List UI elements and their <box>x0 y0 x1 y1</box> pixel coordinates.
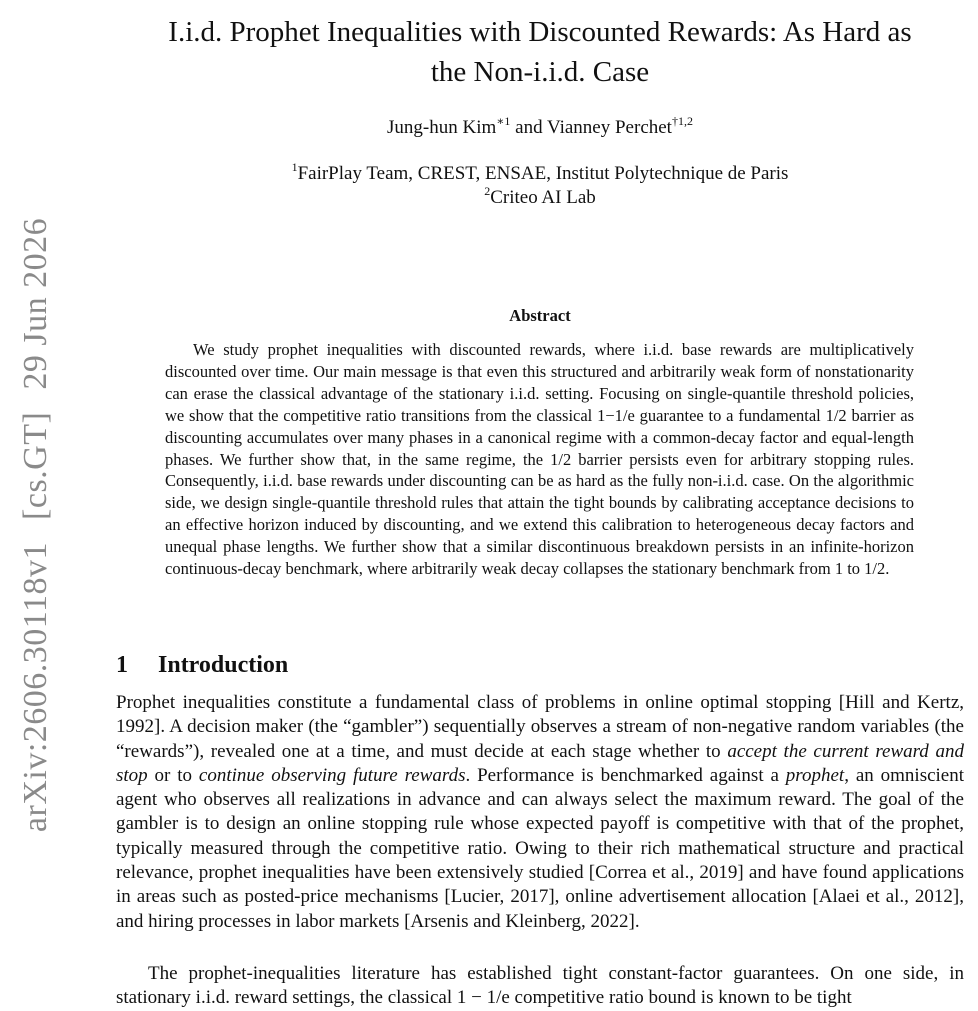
author-list <box>110 113 970 140</box>
intro-emphasis: continue observing future rewards <box>198 764 466 786</box>
author-name: Vianney Perchet <box>547 117 672 138</box>
author-affiliation-mark: ∗1 <box>496 113 511 128</box>
affiliation <box>110 183 970 210</box>
arxiv-id: arXiv:2606.30118v1 <box>17 541 54 833</box>
paper-title-line-1: I.i.d. Prophet Inequalities with Discounted Rewards: As Hard as <box>168 16 912 48</box>
affiliation-mark: 2 <box>484 183 491 198</box>
intro-text-segment: or to <box>147 764 199 786</box>
author-name: Jung-hun Kim <box>387 117 497 138</box>
intro-paragraph-1 <box>116 691 964 934</box>
arxiv-date: 29 Jun 2026 <box>17 217 54 390</box>
affiliation-text: Criteo AI Lab <box>490 187 596 208</box>
affiliation-text: FairPlay Team, CREST, ENSAE, Institut Polytechnique de Paris <box>297 163 789 184</box>
arxiv-category: [cs.GT] <box>17 411 54 520</box>
abstract-text: We study prophet inequalities with discounted rewards, where i.i.d. base rewards are multiplicatively discounted over time. Our main message is that even this structured and arbitrarily weak form of nonstationarity can erase the classical advantage of the stationary i.i.d. setting. Focusing on single-quantile threshold policies, we show that the competitive ratio transitions from the classical 1−1/e guarantee to a fundamental 1/2 barrier as discounting accumulates over many phases in a canonical regime with a common-decay factor and equal-length phases. We further show that, in the same regime, the 1/2 barrier persists even for arbitrary stopping rules. Consequently, i.i.d. base rewards under discounting can be as hard as the fully non-i.i.d. case. On the algorithmic side, we design single-quantile threshold rules that attain the tight bounds by calibrating acceptance decisions to an effective horizon induced by discounting, and we extend this calibration to heterogeneous decay factors and unequal phase lengths. We further show that a similar discontinuous breakdown persists in an infinite-horizon continuous-decay benchmark, where arbitrarily weak decay collapses the stationary benchmark from 1 to 1/2. <box>165 340 914 579</box>
paper-title <box>110 12 970 92</box>
section-number: 1 <box>116 652 128 678</box>
abstract-heading: Abstract <box>509 306 571 325</box>
paper-title-line-2: the Non-i.i.d. Case <box>430 56 650 88</box>
intro-paragraph-2: The prophet-inequalities literature has established tight constant-factor guarantees. On one side, in stationary i.i.d. reward settings, the classical 1 − 1/e competitive ratio bound is known to be tight <box>116 963 964 1009</box>
intro-emphasis: prophet <box>785 764 845 786</box>
author-conjunction: and <box>510 117 548 138</box>
intro-emphasis: accept the current reward and stop <box>116 740 964 786</box>
intro-text-segment: Prophet inequalities constitute a fundamental class of problems in online optimal stopping [Hill and Kertz, 1992]. A decision maker (the “gambler”) sequentially observes a stream of non-negative random variables (the “rewards”), revealed one at a time, and must decide at each stage whether to <box>116 692 964 762</box>
intro-text-segment: , an omniscient agent who observes all realizations in advance and can always select the maximum reward. The goal of the gambler is to design an online stopping rule whose expected payoff is competitive with that of the prophet, typically measured through the competitive ratio. Owing to their rich mathematical structure and practical relevance, prophet inequalities have been extensively studied [Correa et al., 2019] and have found applications in areas such as posted-price mechanisms [Lucier, 2017], online advertisement allocation [Alaei et al., 2012], and hiring processes in labor markets [Arsenis and Kleinberg, 2022]. <box>116 764 965 932</box>
affiliation <box>110 159 970 186</box>
intro-text-segment: . Performance is benchmarked against a <box>465 764 786 786</box>
section-heading <box>116 652 288 679</box>
author-affiliation-mark: †1,2 <box>671 113 693 128</box>
arxiv-identifier-stamp <box>17 218 55 832</box>
affiliation-mark: 1 <box>291 159 298 174</box>
affiliation-list <box>110 159 970 210</box>
section-title: Introduction <box>158 652 289 678</box>
